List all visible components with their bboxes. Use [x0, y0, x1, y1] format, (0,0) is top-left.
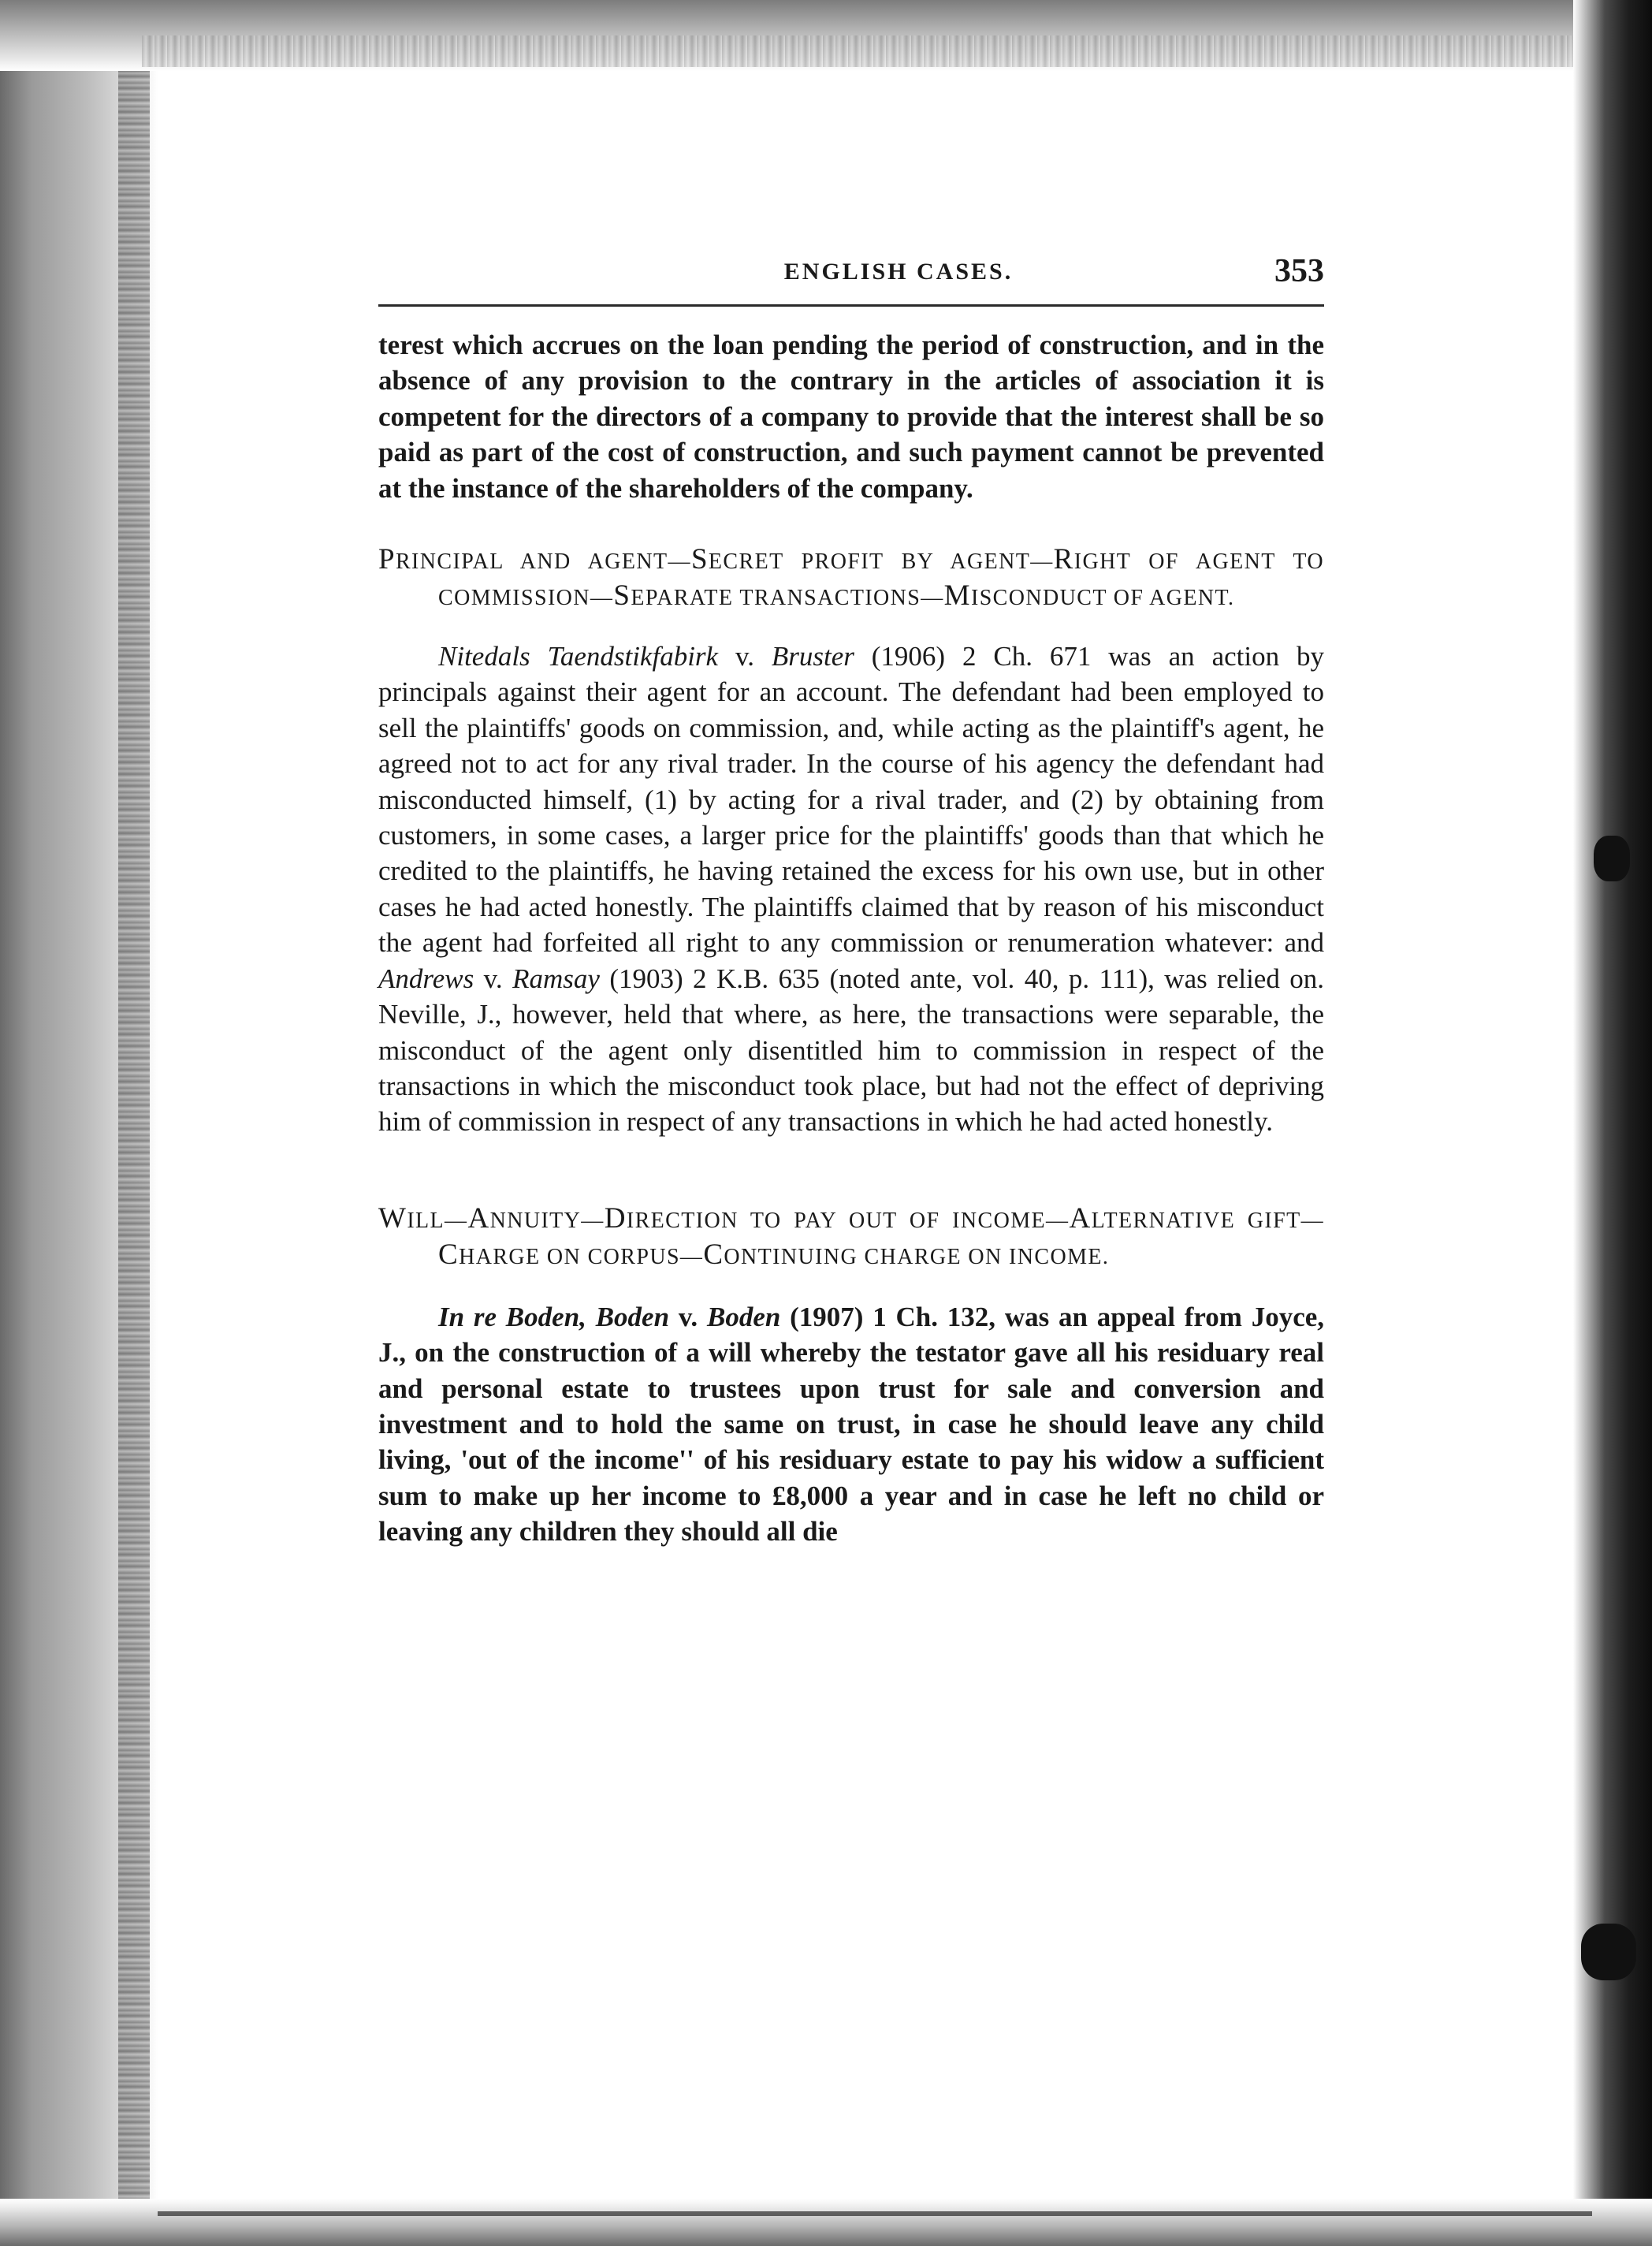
heading-initial: A	[1069, 1201, 1092, 1235]
versus: v.	[678, 1301, 698, 1332]
scan-blot	[1594, 836, 1630, 881]
heading-initial: D	[604, 1201, 627, 1235]
heading-text: ISCONDUCT OF AGENT.	[970, 586, 1235, 611]
scan-bottom-edge	[158, 2211, 1592, 2216]
heading-text: IGHT OF AGENT TO COMMISSION—	[438, 549, 1324, 611]
case-party: Nitedals Taendstikfabirk	[438, 641, 719, 672]
section-heading-principal-agent	[378, 542, 1324, 615]
heading-initial: C	[703, 1238, 724, 1271]
heading-initial: P	[378, 543, 396, 576]
heading-initial: A	[467, 1201, 490, 1235]
scan-binding-edge	[118, 0, 150, 2246]
heading-initial: M	[943, 579, 971, 613]
scan-blot	[1581, 1924, 1636, 1980]
heading-text: NNUITY—	[489, 1208, 605, 1233]
heading-initial: C	[438, 1238, 460, 1271]
header-rule	[378, 304, 1324, 307]
scan-bottom-margin	[0, 2199, 1652, 2246]
heading-text: HARGE ON CORPUS—	[459, 1244, 704, 1269]
continuation-paragraph: terest which accrues on the loan pending the period of construction, and in the absence of any provision to the contrary in the articles of association it is competent for the directors of a company to provide that the interest shall be so paid as part of the cost of construction, and such payment cannot be prevented at the instance of the shareholders of the company.	[378, 330, 1324, 504]
section-heading-will-annuity	[378, 1201, 1324, 1274]
heading-text: ONTINUING CHARGE ON INCOME.	[724, 1244, 1110, 1269]
heading-initial: S	[690, 543, 709, 576]
page-number: 353	[1274, 253, 1324, 289]
versus: v.	[735, 641, 754, 672]
case-paragraph-boden	[378, 1299, 1324, 1550]
heading-text: ILL—	[407, 1208, 468, 1233]
heading-initial: S	[613, 579, 631, 613]
case-party: Boden	[706, 1301, 781, 1332]
cited-party: Andrews	[378, 963, 474, 994]
case-party: Bruster	[771, 641, 854, 672]
book-page	[378, 252, 1324, 1550]
cited-party: Ramsay	[512, 963, 600, 994]
scan-right-margin	[1573, 0, 1652, 2246]
heading-text: EPARATE TRANSACTIONS—	[631, 586, 944, 611]
case-text: (1907) 1 Ch. 132, was an appeal from Joyce, J., on the construction of a will whereby the testator gave all his residuary real and personal estate to trustees upon trust for sale and conversion and investment and to hold the same on trust, in case he should leave any child living, 'out of the income'' of his residuary estate to pay his widow a sufficient sum to make up her income to £8,000 a year and in case he left no child or leaving any children they should all die	[378, 1301, 1325, 1548]
heading-text: RINCIPAL AND AGENT—	[395, 549, 691, 575]
scan-top-edge	[142, 35, 1624, 67]
heading-text: ECRET PROFIT BY AGENT—	[708, 549, 1054, 575]
case-text: (1906) 2 Ch. 671 was an action by principals against their agent for an account. The defendant had been employed to sell the plaintiffs' goods on commission, and, while acting as the plaintiff's agent, he agreed not to act for any rival trader. In the course of his agency the defendant had misconducted himself, (1) by acting for a rival trader, and (2) by obtaining from customers, in some cases, a larger price for the plaintiffs' goods than that which he credited to the plaintiffs, he having retained the excess for his own use, but in other cases he had acted honestly. The plaintiffs claimed that by reason of his misconduct the agent had forfeited all right to any commission or renumeration whatever: and	[378, 641, 1325, 959]
case-paragraph-nitedals	[378, 639, 1324, 1140]
heading-text: LTERNATIVE GIFT—	[1091, 1208, 1324, 1233]
versus: v.	[483, 963, 503, 994]
running-head	[378, 252, 1324, 304]
heading-text: IRECTION TO PAY OUT OF INCOME—	[626, 1208, 1070, 1233]
heading-initial: W	[378, 1201, 407, 1235]
case-name: In re Boden, Boden	[438, 1301, 670, 1332]
heading-initial: R	[1053, 543, 1074, 576]
running-title: ENGLISH CASES.	[783, 259, 1014, 285]
case-text: (1903) 2 K.B. 635 (noted ante, vol. 40, p. 111), was relied on. Neville, J., however, held that where, as here, the transactions were separable, the misconduct of the agent only disentitled him to commission in respect of the transactions in which the misconduct took place, but had not the effect of depriving him of commission in respect of any transactions in which he had acted honestly.	[378, 963, 1325, 1138]
